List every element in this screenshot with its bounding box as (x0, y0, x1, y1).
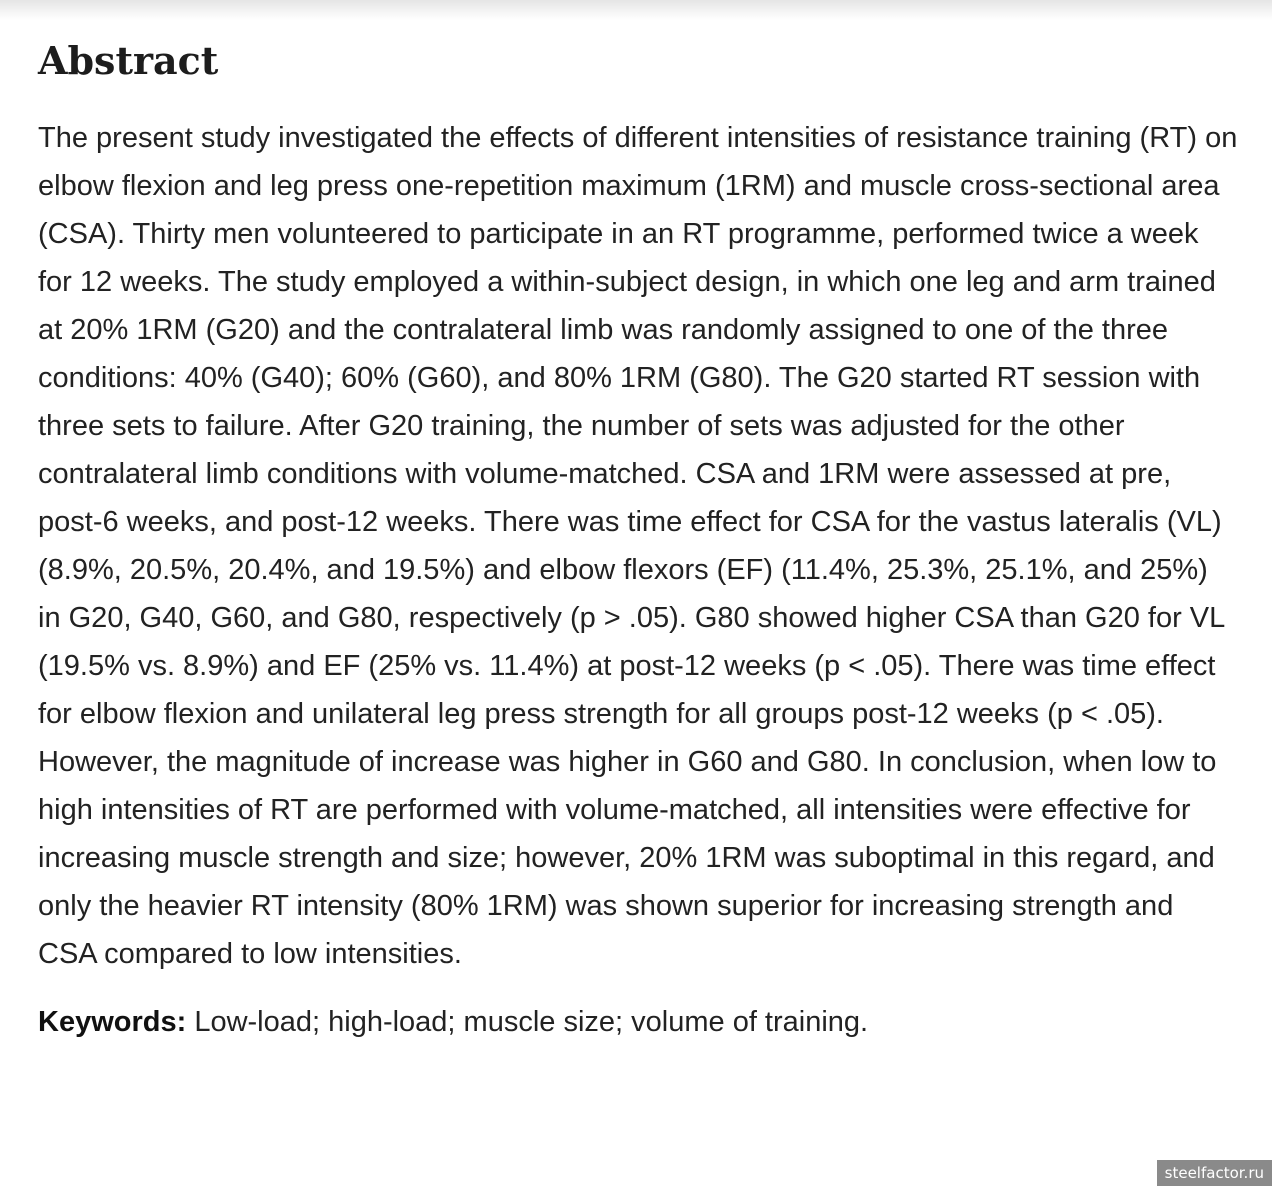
keywords-text: Low-load; high-load; muscle size; volume of training. (186, 1006, 869, 1038)
keywords-line (38, 998, 1238, 1046)
abstract-body: The present study investigated the effects of different intensities of resistance training (RT) on elbow flexion and leg press one-repetition maximum (1RM) and muscle cross-sectional area (CSA). Thirty men volunteered to participate in an RT programme, performed twice a week for 12 weeks. The study employed a within-subject design, in which one leg and arm trained at 20% 1RM (G20) and the contralateral limb was randomly assigned to one of the three conditions: 40% (G40); 60% (G60), and 80% 1RM (G80). The G20 started RT session with three sets to failure. After G20 training, the number of sets was adjusted for the other contralateral limb conditions with volume-matched. CSA and 1RM were assessed at pre, post-6 weeks, and post-12 weeks. There was time effect for CSA for the vastus lateralis (VL) (8.9%, 20.5%, 20.4%, and 19.5%) and elbow flexors (EF) (11.4%, 25.3%, 25.1%, and 25%) in G20, G40, G60, and G80, respectively (p > .05). G80 showed higher CSA than G20 for VL (19.5% vs. 8.9%) and EF (25% vs. 11.4%) at post-12 weeks (p < .05). There was time effect for elbow flexion and unilateral leg press strength for all groups post-12 weeks (p < .05). However, the magnitude of increase was higher in G60 and G80. In conclusion, when low to high intensities of RT are performed with volume-matched, all intensities were effective for increasing muscle strength and size; however, 20% 1RM was suboptimal in this regard, and only the heavier RT intensity (80% 1RM) was shown superior for increasing strength and CSA compared to low intensities. (38, 122, 1238, 970)
watermark: steelfactor.ru (1157, 1160, 1272, 1186)
abstract-heading: Abstract (38, 38, 219, 83)
top-shadow (0, 0, 1272, 20)
abstract-section (38, 30, 1238, 1046)
keywords-label: Keywords: (38, 1006, 187, 1038)
